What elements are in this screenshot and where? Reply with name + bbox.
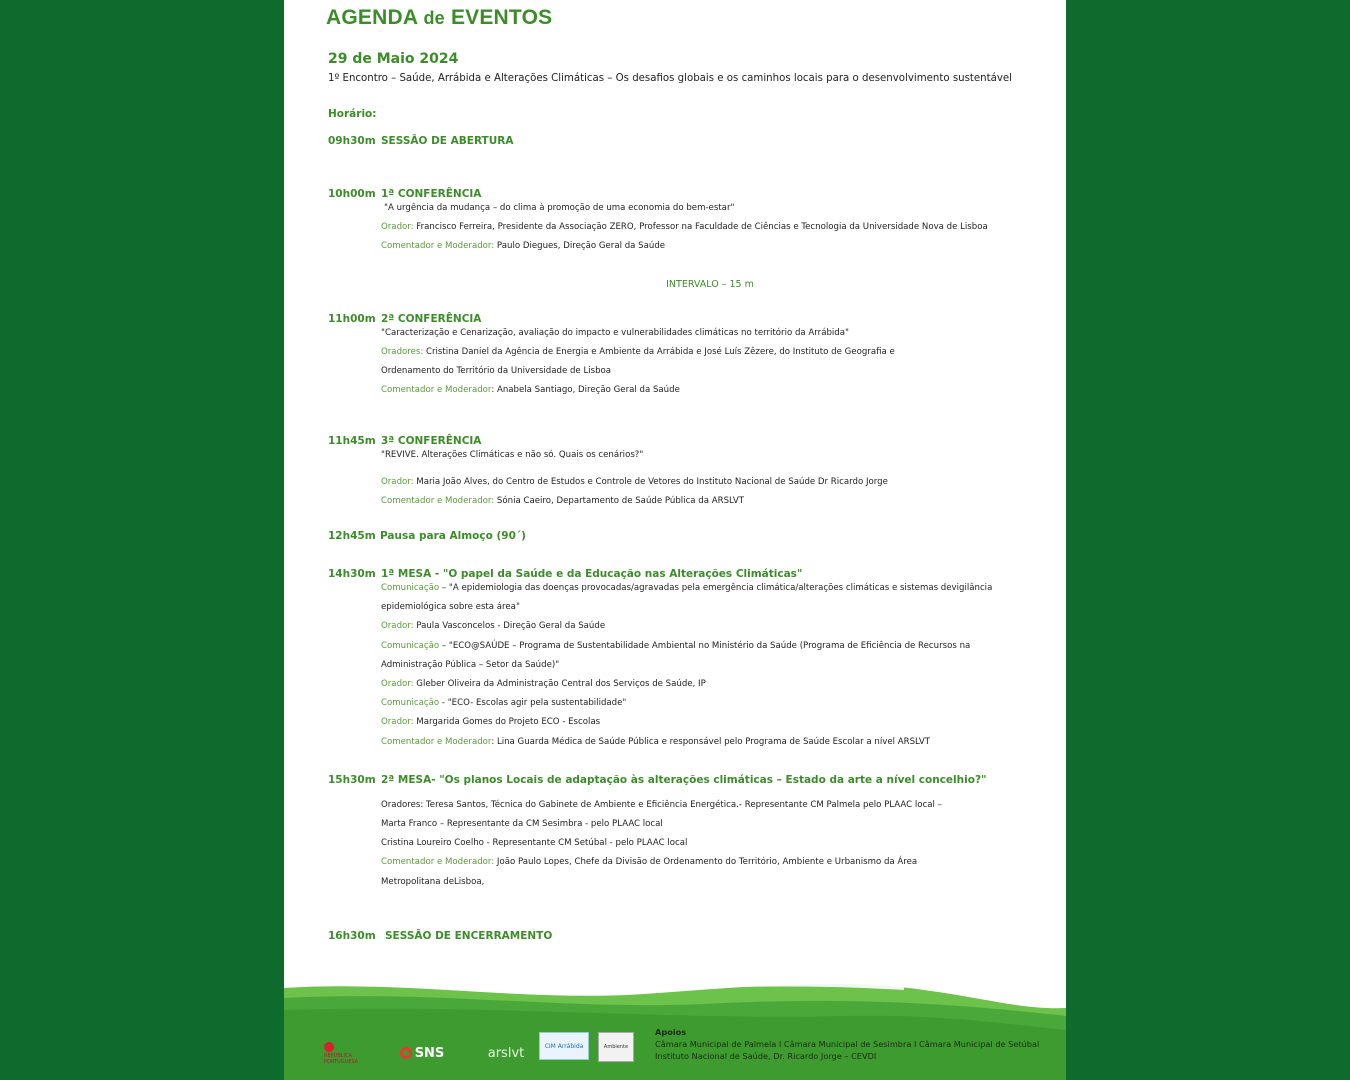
moderator-text: João Paulo Lopes, Chefe da Divisão de Ordenamento do Território, Ambiente e Urbanismo da Área: [494, 857, 918, 867]
communication-text: - "ECO- Escolas agir pela sustentabilidade": [439, 698, 627, 708]
moderator-line: [381, 857, 917, 867]
session-heading: SESSÃO DE ENCERRAMENTO: [385, 930, 553, 942]
communication-label: Comunicação: [381, 583, 440, 593]
moderator-label: Comentador e Moderador:: [381, 857, 495, 867]
communication-line: [381, 583, 992, 593]
session-heading: 1ª CONFERÊNCIA: [381, 188, 482, 200]
session-time: 16h30m: [328, 930, 376, 942]
speaker-label: Oradores:: [381, 347, 424, 357]
supporters-line-1: Câmara Municipal de Palmela I Câmara Municipal de Sesimbra I Câmara Municipal de Setúbal: [655, 1039, 1040, 1049]
session-heading: 2ª MESA- "Os planos Locais de adaptação às alterações climáticas – Estado da arte a nível concelhio?": [381, 774, 987, 786]
session-time: 11h00m: [328, 313, 376, 325]
flag-icon: [324, 1042, 334, 1052]
supporters-title: Apoios: [655, 1027, 687, 1037]
speaker-label: Orador:: [381, 679, 414, 689]
republica-portuguesa-logo: REPÚBLICA PORTUGUESA: [324, 1036, 374, 1070]
session-conference-2: [328, 307, 481, 326]
communication-line-continued: epidemiológica sobre esta área": [381, 602, 520, 612]
communication-text: – "A epidemiologia das doenças provocadas/agravadas pela emergência climática/alterações climáticas e sistemas devigilância: [439, 583, 993, 593]
moderator-line: [381, 496, 744, 506]
speaker-line: [381, 477, 888, 487]
speaker-line: [381, 222, 988, 232]
speaker-line: [381, 347, 895, 357]
supporters: [655, 1026, 1039, 1062]
title-eventos: EVENTOS: [450, 6, 553, 29]
cim-arrabida-logo: CIM Arrábida: [539, 1032, 589, 1060]
speaker-line: [381, 679, 706, 689]
moderator-text: Paulo Diegues, Direção Geral da Saúde: [494, 241, 666, 251]
session-time: 10h00m: [328, 188, 376, 200]
session-time: 14h30m: [328, 568, 376, 580]
conference-quote: "Caracterização e Cenarização, avaliação do impacto e vulnerabilidades climáticas no território da Arrábida": [381, 328, 849, 338]
session-closing: [328, 924, 552, 943]
session-heading: 3ª CONFERÊNCIA: [381, 435, 482, 447]
moderator-label: Comentador e Moderador: [381, 737, 492, 747]
speaker-text: Maria João Alves, do Centro de Estudos e Controle de Vetores do Instituto Nacional de Saúde Dr Ricardo Jorge: [413, 477, 888, 487]
title-de: de: [423, 8, 445, 28]
session-time: 11h45m: [328, 435, 376, 447]
agenda-page: [284, 0, 1066, 1080]
session-heading: SESSÃO DE ABERTURA: [381, 135, 514, 147]
speaker-label: Orador:: [381, 477, 414, 487]
communication-line: [381, 641, 970, 651]
moderator-text: : Anabela Santiago, Direção Geral da Saúde: [491, 385, 680, 395]
speaker-text: Paula Vasconcelos - Direção Geral da Saúde: [413, 621, 606, 631]
moderator-line: [381, 737, 930, 747]
communication-label: Comunicação: [381, 698, 440, 708]
speakers-line: Marta Franco – Representante da CM Sesimbra - pelo PLAAC local: [381, 819, 663, 829]
moderator-text: Sónia Caeiro, Departamento de Saúde Pública da ARSLVT: [494, 496, 745, 506]
moderator-text: : Lina Guarda Médica de Saúde Pública e responsável pelo Programa de Saúde Escolar a nível ARSLVT: [491, 737, 931, 747]
session-time: 09h30m: [328, 135, 376, 147]
moderator-label: Comentador e Moderador:: [381, 241, 495, 251]
speaker-text: Gleber Oliveira da Administração Central dos Serviços de Saúde, IP: [413, 679, 706, 689]
session-time: 15h30m: [328, 774, 376, 786]
arslvt-logo: arslvt: [487, 1045, 525, 1061]
speaker-text: Margarida Gomes do Projeto ECO - Escolas: [413, 717, 601, 727]
ambiente-logo: Ambiente: [598, 1032, 634, 1062]
conference-quote: "REVIVE. Alterações Climáticas e não só. Quais os cenários?": [381, 450, 644, 460]
session-lunch: [328, 524, 526, 543]
speaker-text: Francisco Ferreira, Presidente da Associação ZERO, Professor na Faculdade de Ciências e Tecnologia da Universidade Nova de Lisboa: [413, 222, 988, 232]
speaker-label: Orador:: [381, 621, 414, 631]
moderator-line: [381, 241, 665, 251]
session-time: 12h45m: [328, 530, 376, 542]
speaker-text: Cristina Daniel da Agência de Energia e Ambiente da Arrábida e José Luís Zêzere, do Instituto de Geografia e: [423, 347, 895, 357]
speaker-label: Orador:: [381, 222, 414, 232]
speaker-line: [381, 621, 605, 631]
moderator-label: Comentador e Moderador: [381, 385, 492, 395]
event-date: 29 de Maio 2024: [328, 51, 459, 67]
event-subtitle: 1º Encontro – Saúde, Arrábida e Alterações Climáticas – Os desafios globais e os caminhos locais para o desenvolvimento sustentável: [328, 73, 1012, 84]
session-heading: 2ª CONFERÊNCIA: [381, 313, 482, 325]
speakers-line: Cristina Loureiro Coelho - Representante CM Setúbal - pelo PLAAC local: [381, 838, 688, 848]
break-label: INTERVALO – 15 m: [666, 279, 754, 290]
page-title: [326, 6, 552, 30]
moderator-line-continued: Metropolitana deLisboa,: [381, 877, 485, 887]
sns-logo: SNS: [382, 1036, 462, 1070]
sns-icon: [400, 1047, 412, 1059]
moderator-label: Comentador e Moderador:: [381, 496, 495, 506]
speaker-line: [381, 717, 600, 727]
communication-label: Comunicação: [381, 641, 440, 651]
session-panel-2: [328, 768, 987, 787]
communication-line-continued: Administração Pública – Setor da Saúde)": [381, 660, 560, 670]
session-conference-1: [328, 182, 481, 201]
speaker-line-continued: Ordenamento do Território da Universidade de Lisboa: [381, 366, 612, 376]
conference-quote: "A urgência da mudança – do clima à promoção de uma economia do bem-estar": [384, 203, 735, 213]
title-agenda: AGENDA: [326, 6, 418, 29]
session-heading: 1ª MESA - "O papel da Saúde e da Educação nas Alterações Climáticas": [381, 568, 803, 580]
communication-text: – "ECO@SAÚDE – Programa de Sustentabilidade Ambiental no Ministério da Saúde (Programa de Eficiência de Recursos na: [439, 641, 971, 651]
session-panel-1: [328, 562, 802, 581]
session-heading: Pausa para Almoço (90´): [380, 530, 526, 542]
speaker-label: Orador:: [381, 717, 414, 727]
moderator-line: [381, 385, 680, 395]
communication-line: [381, 698, 626, 708]
session-conference-3: [328, 429, 481, 448]
session-opening: [328, 129, 513, 148]
supporters-line-2: Instituto Nacional de Saúde, Dr. Ricardo Jorge – CEVDI: [655, 1051, 877, 1061]
horario-label: Horário:: [328, 108, 377, 120]
speakers-line: Oradores: Teresa Santos, Técnica do Gabinete de Ambiente e Eficiência Energética.- Representante CM Palmela pelo PLAAC local –: [381, 800, 942, 810]
